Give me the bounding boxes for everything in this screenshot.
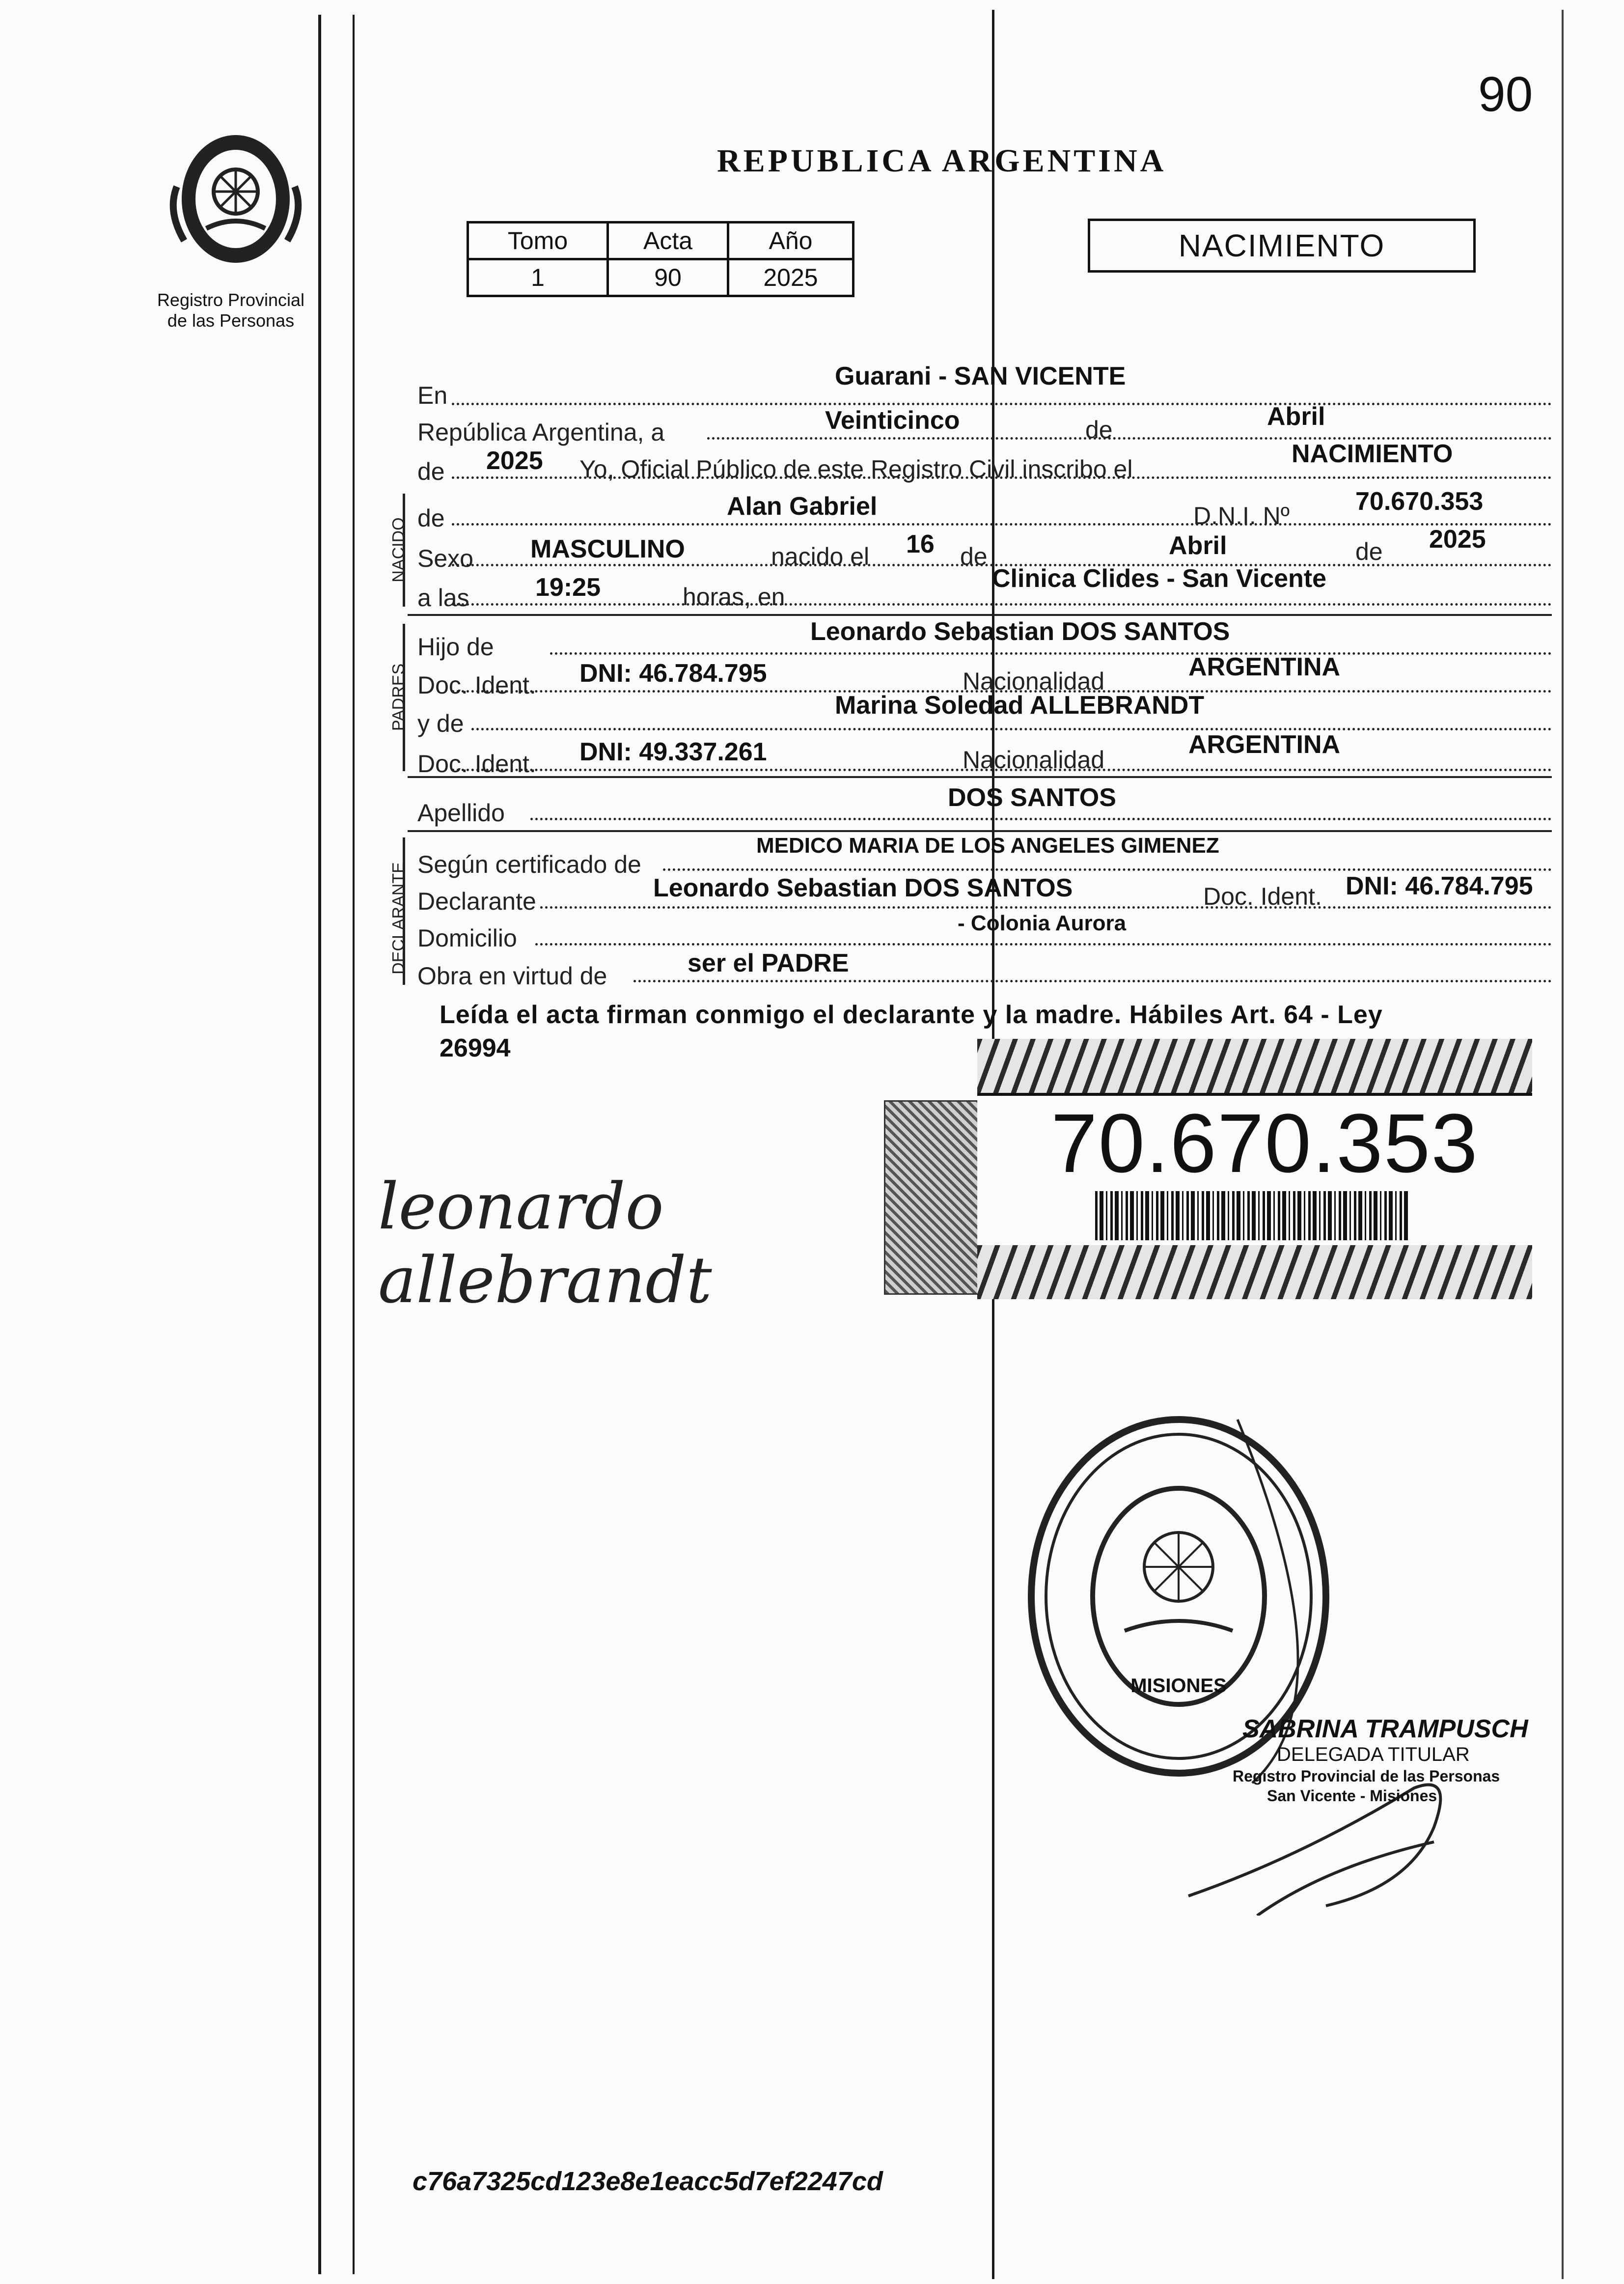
- barcode-icon: [1095, 1191, 1409, 1240]
- declarante-dotline: [540, 906, 1552, 909]
- horas-label: horas, en: [683, 583, 785, 611]
- yde-dotline: [471, 728, 1552, 730]
- de2-label: de: [417, 458, 445, 485]
- province-logo: [162, 128, 309, 275]
- sexo-label: Sexo: [417, 545, 473, 572]
- declarante-section-label: DECLARANTE: [389, 862, 408, 975]
- nacido-padres-divider: [408, 614, 1552, 616]
- inscribo-value: NACIMIENTO: [1292, 440, 1453, 468]
- year-value: 2025: [486, 446, 543, 475]
- province-seal-icon: [162, 128, 309, 275]
- mother-doc-label: Doc. Ident.: [417, 750, 536, 778]
- acta-value: 90: [608, 259, 728, 296]
- country-title: REPUBLICA ARGENTINA: [717, 143, 1167, 179]
- sexo-value: MASCULINO: [530, 535, 685, 563]
- closing-text-line2: 26994: [440, 1034, 511, 1062]
- padres-section-label: PADRES: [389, 663, 408, 731]
- obra-dotline: [633, 980, 1552, 982]
- father-nac-value: ARGENTINA: [1188, 653, 1341, 681]
- official-location: San Vicente - Misiones: [1267, 1787, 1437, 1805]
- apellido-declarante-divider: [408, 830, 1552, 832]
- ano-header: Año: [728, 223, 853, 259]
- mother-nac-value: ARGENTINA: [1188, 730, 1341, 759]
- official-office: Registro Provincial de las Personas: [1233, 1767, 1500, 1785]
- official-title: DELEGADA TITULAR: [1277, 1744, 1470, 1765]
- father-nac-label: Nacionalidad: [963, 668, 1105, 695]
- hijo-dotline: [550, 652, 1552, 655]
- father-doc-label: Doc. Ident.: [417, 671, 536, 699]
- nacido-el-label: nacido el: [771, 543, 870, 570]
- domicilio-value: - Colonia Aurora: [958, 911, 1127, 935]
- tomo-value: 1: [468, 259, 608, 296]
- sticker-hologram: [884, 1100, 980, 1295]
- segun-label: Según certificado de: [417, 851, 641, 878]
- apellido-dotline: [530, 818, 1552, 820]
- father-doc-value: DNI: 46.784.795: [579, 659, 767, 688]
- segun-dotline: [663, 868, 1552, 871]
- father-name-value: Leonardo Sebastian DOS SANTOS: [810, 617, 1230, 646]
- official-name: SABRINA TRAMPUSCH: [1242, 1715, 1528, 1743]
- oficial-label: Yo, Oficial Público de este Registro Civil inscribo el: [579, 455, 1133, 483]
- page-number: 90: [1478, 67, 1533, 122]
- mother-doc-value: DNI: 49.337.261: [579, 738, 767, 766]
- birth-month-value: Abril: [1169, 531, 1227, 560]
- en-dotline: [452, 403, 1552, 405]
- day-value: Veinticinco: [825, 406, 960, 435]
- domicilio-label: Domicilio: [417, 924, 517, 952]
- alas-dotline: [452, 603, 1552, 606]
- declarante-label: Declarante: [417, 888, 536, 915]
- alas-label: a las: [417, 584, 469, 612]
- sticker-number: 70.670.353: [1051, 1097, 1479, 1190]
- oficial-dotline: [452, 476, 1552, 479]
- mother-doc-dotline: [452, 769, 1552, 771]
- tomo-acta-ano-table: [467, 221, 854, 297]
- logo-caption-line2: de las Personas: [167, 310, 295, 331]
- right-edge-line: [1562, 10, 1564, 2279]
- apellido-label: Apellido: [417, 799, 505, 827]
- seal-inner-text: MISIONES: [1130, 1675, 1227, 1697]
- nacido-de2-label: de: [960, 543, 988, 570]
- logo-caption-line1: Registro Provincial: [157, 290, 305, 310]
- nacido-name-value: Alan Gabriel: [727, 492, 878, 521]
- yde-label: y de: [417, 710, 464, 737]
- left-margin-line: [318, 15, 321, 2274]
- left-margin-line-thin: [353, 15, 355, 2274]
- birth-time-value: 19:25: [535, 573, 601, 602]
- nacido-de-label: de: [417, 504, 445, 532]
- handwritten-line1: leonardo: [378, 1169, 664, 1244]
- nacido-section-label: NACIDO: [389, 517, 408, 583]
- nacido-name-dotline: [452, 523, 1552, 526]
- acta-header: Acta: [608, 223, 728, 259]
- mother-name-value: Marina Soledad ALLEBRANDT: [835, 691, 1205, 720]
- closing-text-line1: Leída el acta firman conmigo el declarante y la madre. Hábiles Art. 64 - Ley: [440, 1001, 1383, 1029]
- declarante-doc-label: Doc. Ident.: [1203, 883, 1322, 910]
- doc-type-box: NACIMIENTO: [1088, 219, 1476, 273]
- birth-day-value: 16: [906, 530, 935, 558]
- declarante-doc-value: DNI: 46.784.795: [1346, 872, 1533, 900]
- sticker-top-band: [977, 1039, 1532, 1093]
- dni-sticker: [884, 1039, 1532, 1299]
- dni-label: D.N.I. Nº: [1193, 502, 1290, 529]
- padres-apellido-divider: [408, 776, 1552, 778]
- obra-label: Obra en virtud de: [417, 962, 607, 990]
- declarante-value: Leonardo Sebastian DOS SANTOS: [653, 874, 1073, 902]
- handwritten-line2: allebrandt: [378, 1243, 712, 1317]
- domicilio-dotline: [535, 943, 1552, 946]
- dni-value: 70.670.353: [1355, 487, 1484, 516]
- en-label: En: [417, 382, 448, 409]
- nacido-de3-label: de: [1355, 538, 1383, 565]
- en-value: Guarani - SAN VICENTE: [835, 362, 1126, 390]
- birth-year-value: 2025: [1429, 525, 1486, 554]
- hijo-label: Hijo de: [417, 633, 494, 661]
- ano-value: 2025: [728, 259, 853, 296]
- republica-label: República Argentina, a: [417, 418, 665, 446]
- sticker-bottom-band: [977, 1245, 1532, 1299]
- tomo-header: Tomo: [468, 223, 608, 259]
- de-label: de: [1085, 416, 1113, 444]
- obra-value: ser el PADRE: [688, 949, 849, 977]
- birth-place-value: Clinica Clides - San Vicente: [992, 564, 1327, 593]
- month-value: Abril: [1267, 402, 1325, 431]
- mother-nac-label: Nacionalidad: [963, 746, 1105, 774]
- segun-value: MEDICO MARIA DE LOS ANGELES GIMENEZ: [756, 834, 1219, 858]
- apellido-value: DOS SANTOS: [948, 783, 1116, 812]
- document-hash: c76a7325cd123e8e1eacc5d7ef2247cd: [413, 2167, 883, 2196]
